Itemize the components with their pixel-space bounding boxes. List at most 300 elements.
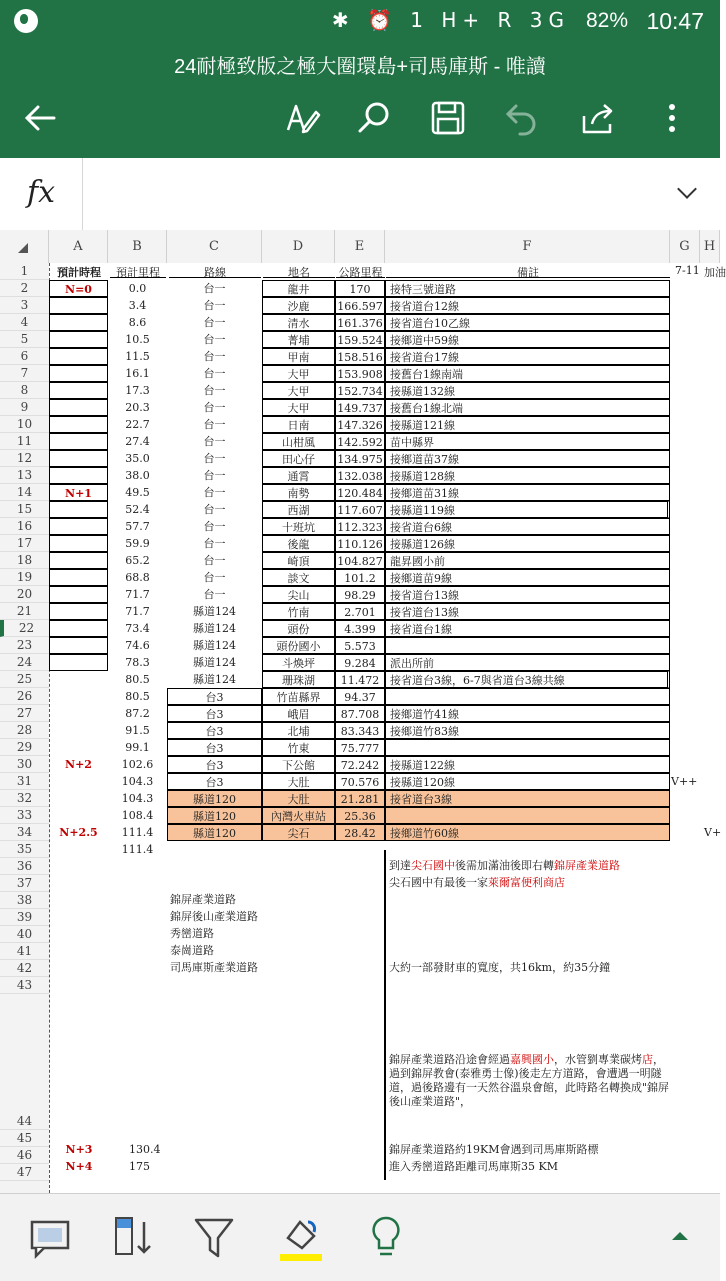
cell-f24[interactable]: 派出所前 <box>385 654 670 671</box>
row-header-42[interactable]: 42 <box>0 960 49 977</box>
row-header-43[interactable]: 43 <box>0 977 49 994</box>
cell-f45[interactable]: 錦屏產業道路約19KM會遇到司馬庫斯路標 <box>389 1143 599 1156</box>
cell-b6[interactable]: 11.5 <box>125 350 150 363</box>
chevron-down-icon[interactable] <box>677 179 697 199</box>
cell-f2[interactable]: 接特三號道路 <box>385 280 670 297</box>
cell-d8[interactable]: 大甲 <box>262 382 335 399</box>
cell-d27[interactable]: 峨眉 <box>262 705 335 722</box>
sort-icon[interactable] <box>108 1214 156 1262</box>
cell-f30[interactable]: 接縣道122線 <box>385 756 670 773</box>
cell-b32[interactable]: 104.3 <box>121 792 154 805</box>
cell-b10[interactable]: 22.7 <box>125 418 150 431</box>
cell-e28[interactable]: 83.343 <box>335 722 385 739</box>
cell-b30[interactable]: 102.6 <box>121 758 154 771</box>
cell-a28[interactable] <box>49 722 108 739</box>
cell-c3[interactable]: 台一 <box>203 299 226 312</box>
cell-c27[interactable]: 台3 <box>167 705 262 722</box>
cell-c30[interactable]: 台3 <box>167 756 262 773</box>
cell-e20[interactable]: 98.29 <box>335 586 385 603</box>
cell-b35[interactable]: 111.4 <box>121 843 154 856</box>
cell-e26[interactable]: 94.37 <box>335 688 385 705</box>
cell-e8[interactable]: 152.734 <box>335 382 385 399</box>
cell-e27[interactable]: 87.708 <box>335 705 385 722</box>
cell-f15[interactable]: 接縣道119線 <box>385 501 670 518</box>
cell-d29[interactable]: 竹東 <box>262 739 335 756</box>
cell-b26[interactable]: 80.5 <box>125 690 150 703</box>
cell-c24[interactable]: 縣道124 <box>193 656 236 669</box>
cell-f14[interactable]: 接鄉道苗31線 <box>385 484 670 501</box>
cell-c35[interactable] <box>167 841 262 858</box>
cell-e15[interactable]: 117.607 <box>335 501 385 518</box>
share-icon[interactable] <box>576 98 620 138</box>
cell-c28[interactable]: 台3 <box>167 722 262 739</box>
cell-e22[interactable]: 4.399 <box>335 620 385 637</box>
cell-d32[interactable]: 大肚 <box>262 790 335 807</box>
cell-a8[interactable] <box>49 382 108 399</box>
cell-b46[interactable]: 175 <box>129 1160 150 1173</box>
cell-f12[interactable]: 接鄉道苗37線 <box>385 450 670 467</box>
row-header-19[interactable]: 19 <box>0 569 49 586</box>
cell-b15[interactable]: 52.4 <box>125 503 150 516</box>
cell-b1[interactable]: 預計里程 <box>110 264 166 278</box>
row-header-25[interactable]: 25 <box>0 671 49 688</box>
row-header-6[interactable]: 6 <box>0 348 49 365</box>
fx-icon[interactable]: fx <box>0 158 83 230</box>
cell-d28[interactable]: 北埔 <box>262 722 335 739</box>
cell-d16[interactable]: 十班坑 <box>262 518 335 535</box>
cell-e33[interactable]: 25.36 <box>335 807 385 824</box>
cell-c14[interactable]: 台一 <box>203 486 226 499</box>
row-header-35[interactable]: 35 <box>0 841 49 858</box>
cell-d19[interactable]: 談文 <box>262 569 335 586</box>
cell-e17[interactable]: 110.126 <box>335 535 385 552</box>
cell-b45[interactable]: 130.4 <box>129 1143 161 1156</box>
cell-b16[interactable]: 57.7 <box>125 520 150 533</box>
cell-f34[interactable]: 接鄉道竹60線 <box>385 824 670 841</box>
cell-a26[interactable] <box>49 688 108 705</box>
cell-e2[interactable]: 170 <box>335 280 385 297</box>
cell-e23[interactable]: 5.573 <box>335 637 385 654</box>
cell-a16[interactable] <box>49 518 108 535</box>
cell-f46[interactable]: 進入秀巒道路距離司馬庫斯35 KM <box>389 1160 558 1173</box>
column-header-h[interactable]: H <box>700 230 720 263</box>
cell-d35[interactable] <box>262 841 335 858</box>
save-icon[interactable] <box>426 98 470 138</box>
cell-c31[interactable]: 台3 <box>167 773 262 790</box>
cell-d11[interactable]: 山柑風 <box>262 433 335 450</box>
cell-b27[interactable]: 87.2 <box>125 707 150 720</box>
cell-a9[interactable] <box>49 399 108 416</box>
comment-icon[interactable] <box>28 1214 76 1262</box>
cell-e30[interactable]: 72.242 <box>335 756 385 773</box>
cell-f16[interactable]: 接省道台6線 <box>385 518 670 535</box>
cell-c41[interactable]: 司馬庫斯產業道路 <box>170 961 258 974</box>
cell-f32[interactable]: 接省道台3線 <box>385 790 670 807</box>
cell-b11[interactable]: 27.4 <box>125 435 150 448</box>
cell-f13[interactable]: 接縣道128線 <box>385 467 670 484</box>
cell-f25[interactable]: 接省道台3線，6-7與省道台3線共線 <box>385 671 670 688</box>
cell-d21[interactable]: 竹南 <box>262 603 335 620</box>
row-header-7[interactable]: 7 <box>0 365 49 382</box>
row-header-2[interactable]: 2 <box>0 280 49 297</box>
row-header-30[interactable]: 30 <box>0 756 49 773</box>
cell-e10[interactable]: 147.326 <box>335 416 385 433</box>
cell-d12[interactable]: 田心仔 <box>262 450 335 467</box>
cell-f10[interactable]: 接縣道121線 <box>385 416 670 433</box>
row-header-29[interactable]: 29 <box>0 739 49 756</box>
cell-c4[interactable]: 台一 <box>203 316 226 329</box>
pen-icon[interactable] <box>280 98 324 138</box>
cell-d6[interactable]: 甲南 <box>262 348 335 365</box>
cell-a31[interactable] <box>49 773 108 790</box>
cell-c8[interactable]: 台一 <box>203 384 226 397</box>
app-title-bar <box>0 42 720 158</box>
column-header-f[interactable]: F <box>385 230 670 263</box>
cell-f19[interactable]: 接鄉道苗9線 <box>385 569 670 586</box>
cell-e34[interactable]: 28.42 <box>335 824 385 841</box>
cell-f26[interactable] <box>385 688 670 705</box>
cell-f17[interactable]: 接縣道126線 <box>385 535 670 552</box>
cell-c23[interactable]: 縣道124 <box>193 639 236 652</box>
cell-a3[interactable] <box>49 297 108 314</box>
cell-c5[interactable]: 台一 <box>203 333 226 346</box>
row-header-12[interactable]: 12 <box>0 450 49 467</box>
cell-e14[interactable]: 120.484 <box>335 484 385 501</box>
row-header-16[interactable]: 16 <box>0 518 49 535</box>
cell-f7[interactable]: 接舊台1線南端 <box>385 365 670 382</box>
cell-d14[interactable]: 南勢 <box>262 484 335 501</box>
row-header-18[interactable]: 18 <box>0 552 49 569</box>
cell-c1[interactable]: 路線 <box>169 264 261 278</box>
cell-a25[interactable] <box>49 671 108 688</box>
column-header-d[interactable]: D <box>262 230 335 263</box>
row-header-38[interactable]: 38 <box>0 892 49 909</box>
cell-e29[interactable]: 75.777 <box>335 739 385 756</box>
cell-a11[interactable] <box>49 433 108 450</box>
cell-f20[interactable]: 接省道台13線 <box>385 586 670 603</box>
cell-a24[interactable] <box>49 654 108 671</box>
cell-d34[interactable]: 尖石 <box>262 824 335 841</box>
search-icon[interactable] <box>352 98 396 138</box>
cell-e31[interactable]: 70.576 <box>335 773 385 790</box>
cell-b23[interactable]: 74.6 <box>125 639 150 652</box>
cell-e7[interactable]: 153.908 <box>335 365 385 382</box>
cell-a19[interactable] <box>49 569 108 586</box>
cell-f44-note[interactable] <box>389 1053 674 1109</box>
cell-c9[interactable]: 台一 <box>203 401 226 414</box>
cell-b2[interactable]: 0.0 <box>128 282 147 295</box>
cell-a29[interactable] <box>49 739 108 756</box>
cell-f11[interactable]: 苗中縣界 <box>385 433 670 450</box>
idea-icon[interactable] <box>362 1214 410 1262</box>
cell-c13[interactable]: 台一 <box>203 469 226 482</box>
row-header-22[interactable]: 22 <box>0 620 49 637</box>
cell-c2[interactable]: 台一 <box>203 282 226 295</box>
cell-c15[interactable]: 台一 <box>203 503 226 516</box>
cell-d33[interactable]: 內灣火車站 <box>262 807 335 824</box>
cell-f27[interactable]: 接鄉道竹41線 <box>385 705 670 722</box>
row-header-34[interactable]: 34 <box>0 824 49 841</box>
cell-a34[interactable]: N+2.5 <box>59 826 98 839</box>
cell-e32[interactable]: 21.281 <box>335 790 385 807</box>
cell-c20[interactable]: 台一 <box>203 588 226 601</box>
cell-c39[interactable]: 秀巒道路 <box>170 927 214 940</box>
cell-e13[interactable]: 132.038 <box>335 467 385 484</box>
cell-b20[interactable]: 71.7 <box>125 588 150 601</box>
cell-c18[interactable]: 台一 <box>203 554 226 567</box>
row-header-27[interactable]: 27 <box>0 705 49 722</box>
row-header-14[interactable]: 14 <box>0 484 49 501</box>
cell-d2[interactable]: 龍井 <box>262 280 335 297</box>
cell-d15[interactable]: 西湖 <box>262 501 335 518</box>
cell-d17[interactable]: 後龍 <box>262 535 335 552</box>
spreadsheet-grid[interactable] <box>49 263 726 1193</box>
cell-g1[interactable]: 7-11 <box>675 264 700 277</box>
cell-f8[interactable]: 接縣道132線 <box>385 382 670 399</box>
cell-d26[interactable]: 竹苗縣界 <box>262 688 335 705</box>
fill-color-icon[interactable] <box>278 1214 326 1262</box>
cell-e9[interactable]: 149.737 <box>335 399 385 416</box>
cell-d9[interactable]: 大甲 <box>262 399 335 416</box>
row-header-4[interactable]: 4 <box>0 314 49 331</box>
cell-b13[interactable]: 38.0 <box>125 469 150 482</box>
cell-b5[interactable]: 10.5 <box>125 333 150 346</box>
row-header-32[interactable]: 32 <box>0 790 49 807</box>
cell-a46[interactable]: N+4 <box>65 1160 93 1173</box>
row-header-23[interactable]: 23 <box>0 637 49 654</box>
row-header-17[interactable]: 17 <box>0 535 49 552</box>
row-header-36[interactable]: 36 <box>0 858 49 875</box>
row-header-9[interactable]: 9 <box>0 399 49 416</box>
cell-d5[interactable]: 菁埔 <box>262 331 335 348</box>
cell-d10[interactable]: 日南 <box>262 416 335 433</box>
cell-b19[interactable]: 68.8 <box>125 571 150 584</box>
cell-f18[interactable]: 龍昇國小前 <box>385 552 670 569</box>
row-header-15[interactable]: 15 <box>0 501 49 518</box>
cell-e3[interactable]: 166.597 <box>335 297 385 314</box>
cell-e18[interactable]: 104.827 <box>335 552 385 569</box>
row-header-33[interactable]: 33 <box>0 807 49 824</box>
cell-d31[interactable]: 大肚 <box>262 773 335 790</box>
cell-b8[interactable]: 17.3 <box>125 384 150 397</box>
cell-d18[interactable]: 崎頂 <box>262 552 335 569</box>
cell-e24[interactable]: 9.284 <box>335 654 385 671</box>
select-all-corner[interactable] <box>0 230 49 263</box>
cell-g31[interactable]: V++ <box>671 775 698 788</box>
row-header-37[interactable]: 37 <box>0 875 49 892</box>
cell-f28[interactable]: 接鄉道竹83線 <box>385 722 670 739</box>
cell-b3[interactable]: 3.4 <box>128 299 147 312</box>
cell-a33[interactable] <box>49 807 108 824</box>
cell-f3[interactable]: 接省道台12線 <box>385 297 670 314</box>
cell-d20[interactable]: 尖山 <box>262 586 335 603</box>
cell-d7[interactable]: 大甲 <box>262 365 335 382</box>
cell-f5[interactable]: 接鄉道中59線 <box>385 331 670 348</box>
cell-f33[interactable] <box>385 807 670 824</box>
cell-b14[interactable]: 49.5 <box>125 486 150 499</box>
row-header-8[interactable]: 8 <box>0 382 49 399</box>
cell-h34[interactable]: V+ <box>704 826 722 839</box>
cell-e16[interactable]: 112.323 <box>335 518 385 535</box>
row-header-40[interactable]: 40 <box>0 926 49 943</box>
cell-d1[interactable]: 地名 <box>263 264 335 278</box>
cell-e25[interactable]: 11.472 <box>335 671 385 688</box>
cell-e1[interactable]: 公路里程 <box>336 264 385 278</box>
row-header-46[interactable]: 46 <box>0 1147 49 1164</box>
cell-c7[interactable]: 台一 <box>203 367 226 380</box>
cell-d3[interactable]: 沙鹿 <box>262 297 335 314</box>
cell-b34[interactable]: 111.4 <box>121 826 154 839</box>
row-header-3[interactable]: 3 <box>0 297 49 314</box>
cell-f21[interactable]: 接省道台13線 <box>385 603 670 620</box>
row-header-13[interactable]: 13 <box>0 467 49 484</box>
cell-c22[interactable]: 縣道124 <box>193 622 236 635</box>
cell-c19[interactable]: 台一 <box>203 571 226 584</box>
more-icon[interactable] <box>650 98 694 138</box>
cell-f23[interactable] <box>385 637 670 654</box>
cell-d24[interactable]: 斗煥坪 <box>262 654 335 671</box>
cell-a12[interactable] <box>49 450 108 467</box>
cell-c10[interactable]: 台一 <box>203 418 226 431</box>
column-header-a[interactable]: A <box>49 230 108 263</box>
cell-d22[interactable]: 頭份 <box>262 620 335 637</box>
cell-c11[interactable]: 台一 <box>203 435 226 448</box>
cell-b9[interactable]: 20.3 <box>125 401 150 414</box>
cell-e35[interactable] <box>335 841 385 858</box>
cell-f31[interactable]: 接縣道120線 <box>385 773 670 790</box>
row-header-31[interactable]: 31 <box>0 773 49 790</box>
cell-e5[interactable]: 159.524 <box>335 331 385 348</box>
cell-d4[interactable]: 清水 <box>262 314 335 331</box>
cell-f41[interactable]: 大約一部發財車的寬度，共16km，約35分鐘 <box>389 961 611 974</box>
cell-b29[interactable]: 99.1 <box>125 741 150 754</box>
cell-e19[interactable]: 101.2 <box>335 569 385 586</box>
cell-c12[interactable]: 台一 <box>203 452 226 465</box>
cell-b24[interactable]: 78.3 <box>125 656 150 669</box>
cell-b7[interactable]: 16.1 <box>125 367 150 380</box>
cell-b25[interactable]: 80.5 <box>125 673 150 686</box>
cell-a1[interactable]: 預計時程 <box>57 266 101 279</box>
cell-d30[interactable]: 下公館 <box>262 756 335 773</box>
row-header-20[interactable]: 20 <box>0 586 49 603</box>
cell-e12[interactable]: 134.975 <box>335 450 385 467</box>
cell-a30[interactable]: N+2 <box>65 758 92 771</box>
cell-f1[interactable]: 備註 <box>386 264 670 278</box>
row-header-11[interactable]: 11 <box>0 433 49 450</box>
cell-c21[interactable]: 縣道124 <box>193 605 236 618</box>
cell-a5[interactable] <box>49 331 108 348</box>
row-header-26[interactable]: 26 <box>0 688 49 705</box>
cell-a15[interactable] <box>49 501 108 518</box>
cell-c34[interactable]: 縣道120 <box>167 824 262 841</box>
cell-a27[interactable] <box>49 705 108 722</box>
filter-icon[interactable] <box>190 1214 238 1262</box>
cell-c16[interactable]: 台一 <box>203 520 226 533</box>
cell-a21[interactable] <box>49 603 108 620</box>
cell-b33[interactable]: 108.4 <box>121 809 154 822</box>
cell-b17[interactable]: 59.9 <box>125 537 150 550</box>
cell-c17[interactable]: 台一 <box>203 537 226 550</box>
cell-d25[interactable]: 珊珠湖 <box>262 671 335 688</box>
cell-c26[interactable]: 台3 <box>167 688 262 705</box>
cell-d13[interactable]: 通霄 <box>262 467 335 484</box>
cell-a22[interactable] <box>49 620 108 637</box>
cell-c40[interactable]: 泰崗道路 <box>170 944 214 957</box>
cell-a7[interactable] <box>49 365 108 382</box>
cell-f35[interactable] <box>385 841 670 858</box>
cell-a6[interactable] <box>49 348 108 365</box>
cell-a18[interactable] <box>49 552 108 569</box>
cell-e11[interactable]: 142.592 <box>335 433 385 450</box>
cell-e6[interactable]: 158.516 <box>335 348 385 365</box>
cell-a23[interactable] <box>49 637 108 654</box>
cell-b22[interactable]: 73.4 <box>125 622 150 635</box>
row-header-41[interactable]: 41 <box>0 943 49 960</box>
row-header-21[interactable]: 21 <box>0 603 49 620</box>
cell-b12[interactable]: 35.0 <box>125 452 150 465</box>
cell-a10[interactable] <box>49 416 108 433</box>
cell-f6[interactable]: 接省道台17線 <box>385 348 670 365</box>
row-header-28[interactable]: 28 <box>0 722 49 739</box>
column-header-c[interactable]: C <box>167 230 262 263</box>
cell-f4[interactable]: 接省道台10乙線 <box>385 314 670 331</box>
cell-b28[interactable]: 91.5 <box>125 724 150 737</box>
cell-h1[interactable]: 加油 <box>704 266 726 279</box>
cell-a17[interactable] <box>49 535 108 552</box>
cell-a32[interactable] <box>49 790 108 807</box>
cell-f29[interactable] <box>385 739 670 756</box>
row-header-39[interactable]: 39 <box>0 909 49 926</box>
row-header-47[interactable]: 47 <box>0 1164 49 1181</box>
row-header-45[interactable]: 45 <box>0 1130 49 1147</box>
cell-c33[interactable]: 縣道120 <box>167 807 262 824</box>
row-header-1[interactable]: 1 <box>0 263 49 280</box>
cell-a13[interactable] <box>49 467 108 484</box>
row-header-10[interactable]: 10 <box>0 416 49 433</box>
cell-c32[interactable]: 縣道120 <box>167 790 262 807</box>
cell-e21[interactable]: 2.701 <box>335 603 385 620</box>
cell-e4[interactable]: 161.376 <box>335 314 385 331</box>
expand-icon[interactable] <box>668 1224 692 1248</box>
column-header-g[interactable]: G <box>670 230 700 263</box>
cell-a20[interactable] <box>49 586 108 603</box>
cell-a4[interactable] <box>49 314 108 331</box>
cell-c29[interactable]: 台3 <box>167 739 262 756</box>
cell-c6[interactable]: 台一 <box>203 350 226 363</box>
cell-d23[interactable]: 頭份國小 <box>262 637 335 654</box>
cell-b21[interactable]: 71.7 <box>125 605 150 618</box>
cell-c38[interactable]: 錦屏後山產業道路 <box>170 910 258 923</box>
row-header-24[interactable]: 24 <box>0 654 49 671</box>
column-header-b[interactable]: B <box>108 230 167 263</box>
back-arrow-icon[interactable] <box>18 98 62 138</box>
cell-b31[interactable]: 104.3 <box>121 775 154 788</box>
column-header-e[interactable]: E <box>335 230 385 263</box>
cell-f22[interactable]: 接省道台1線 <box>385 620 670 637</box>
cell-b18[interactable]: 65.2 <box>125 554 150 567</box>
cell-a45[interactable]: N+3 <box>65 1143 93 1156</box>
undo-icon[interactable] <box>500 98 544 138</box>
row-header-5[interactable]: 5 <box>0 331 49 348</box>
cell-a14[interactable]: N+1 <box>49 484 108 501</box>
cell-b4[interactable]: 8.6 <box>128 316 147 329</box>
cell-f9[interactable]: 接舊台1線北端 <box>385 399 670 416</box>
cell-a35[interactable] <box>49 841 108 858</box>
cell-c25[interactable]: 縣道124 <box>193 673 236 686</box>
row-header-44[interactable]: 44 <box>0 994 49 1130</box>
cell-c37[interactable]: 錦屏產業道路 <box>170 893 236 906</box>
cell-a2[interactable]: N=0 <box>49 280 108 297</box>
